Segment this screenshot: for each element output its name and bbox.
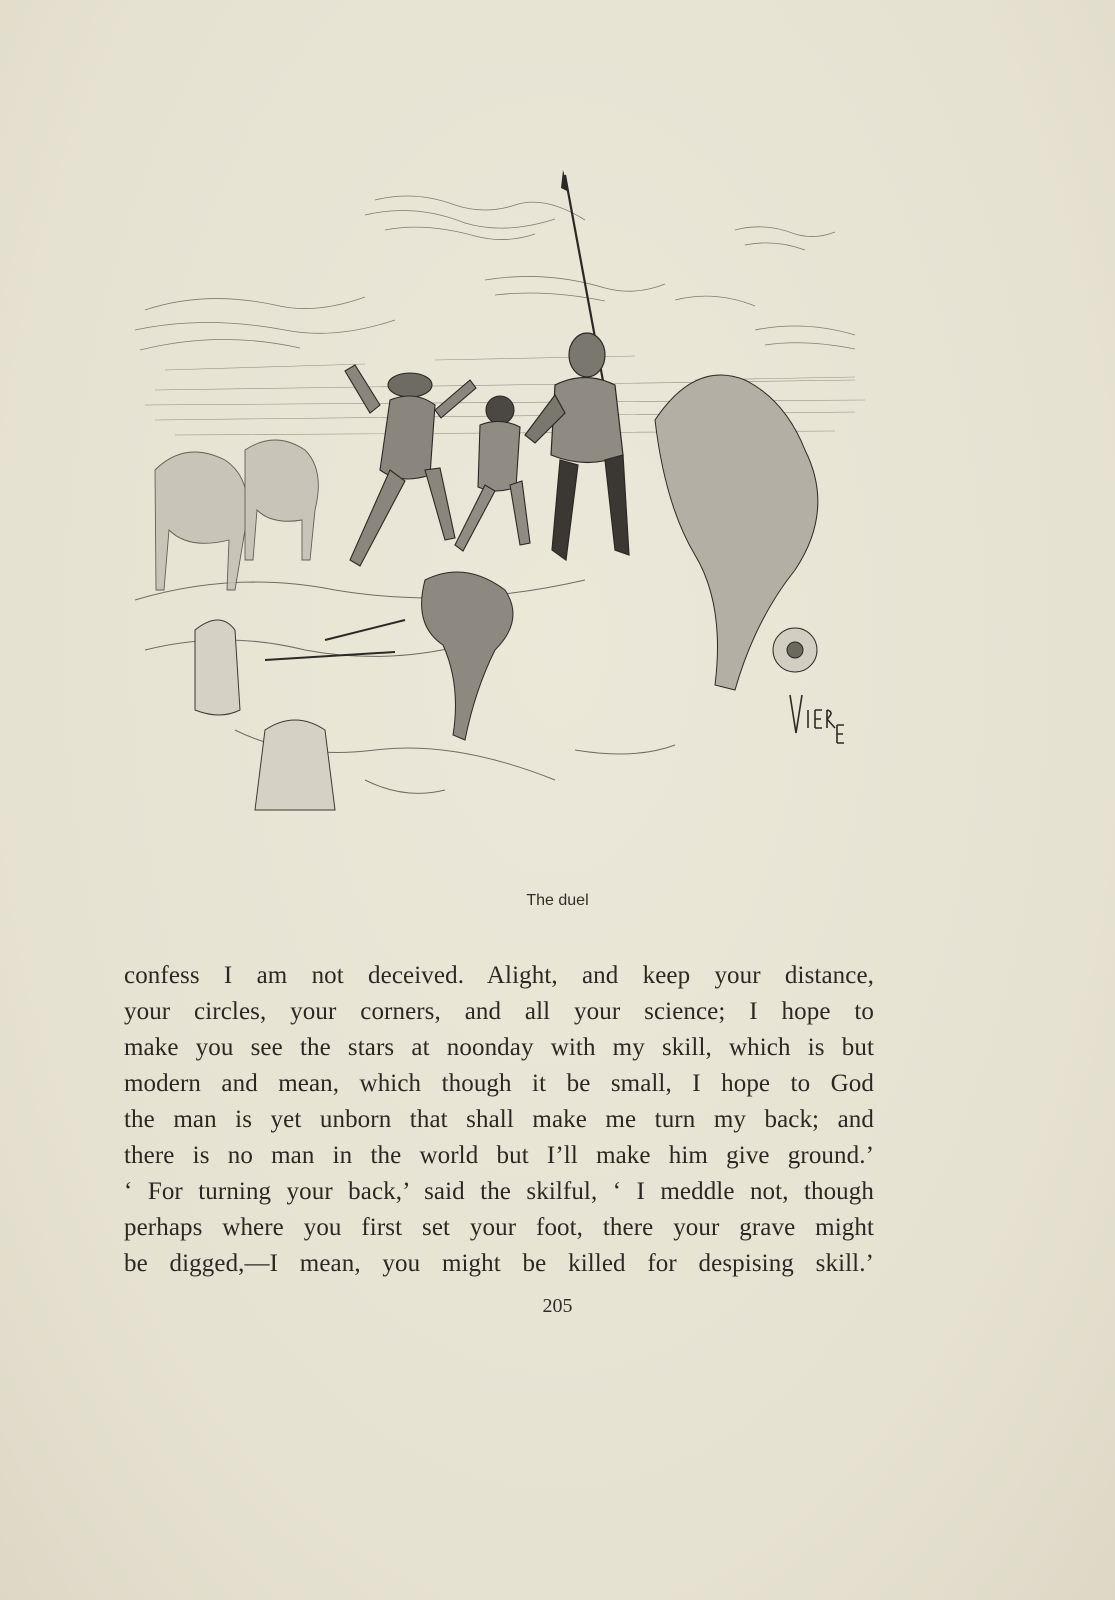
- text-line: confess I am not deceived. Alight, and keep your distance,: [124, 962, 874, 989]
- text-line: perhaps where you first set your foot, there your grave might: [124, 1214, 874, 1241]
- text-line: be digged,—I mean, you might be killed for despising skill.’: [124, 1250, 874, 1277]
- engraving-duel-icon: [135, 170, 885, 830]
- text-line: make you see the stars at noonday with my skill, which is but: [124, 1034, 874, 1061]
- figure-caption: The duel: [526, 892, 589, 909]
- duel-illustration: [135, 170, 885, 830]
- text-line: there is no man in the world but I’ll make him give ground.’: [124, 1142, 874, 1169]
- text-line: your circles, your corners, and all your science; I hope to: [124, 998, 874, 1025]
- text-line: modern and mean, which though it be small, I hope to God: [124, 1070, 874, 1097]
- text-line: ‘ For turning your back,’ said the skilful, ‘ I meddle not, though: [124, 1178, 874, 1205]
- text-line: the man is yet unborn that shall make me turn my back; and: [124, 1106, 874, 1133]
- page-number: 205: [542, 1295, 573, 1317]
- body-text: [124, 958, 874, 1282]
